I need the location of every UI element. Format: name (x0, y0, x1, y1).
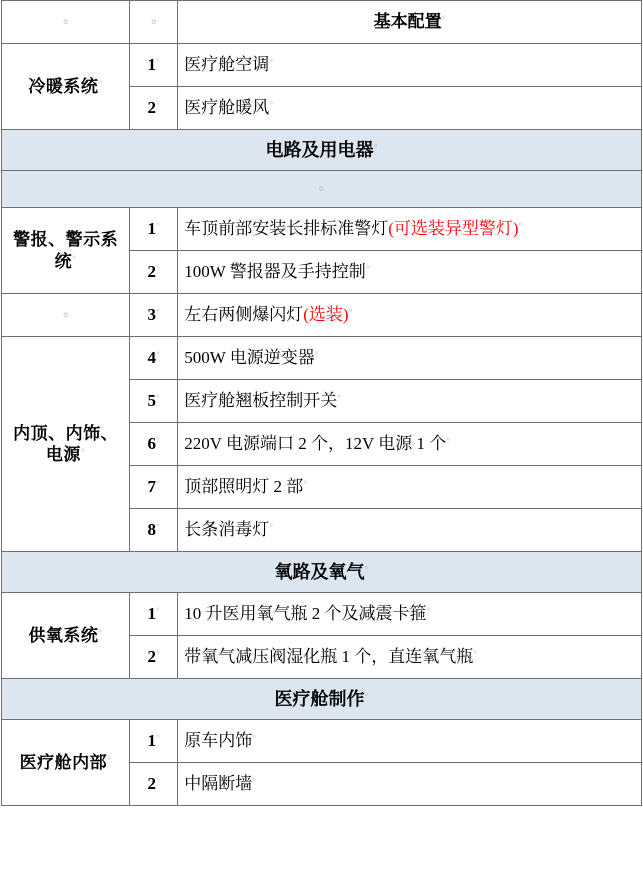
cell-number: 2◦ (130, 763, 178, 806)
mark-glyph: ◦ (303, 476, 308, 489)
section-header-row (2, 130, 642, 171)
cell-number: 3◦ (130, 294, 178, 337)
mark-glyph: ◦ (156, 218, 160, 231)
mark-glyph: ◦ (156, 54, 160, 67)
cell-number: 8◦ (130, 509, 178, 552)
section-label: 电路及用电器◦ (2, 130, 642, 171)
mark-glyph: ◦ (156, 304, 160, 317)
mark-glyph: ◦ (337, 390, 342, 403)
section-header-row (2, 679, 642, 720)
mark-glyph: ◦ (252, 773, 257, 786)
cell-category: 医疗舱内部◦ (2, 720, 130, 806)
mark-glyph: ◦ (156, 773, 160, 786)
mark-glyph: ◦ (156, 390, 160, 403)
mark-glyph: ◦ (314, 347, 319, 360)
cell-description: 原车内饰◦ (178, 720, 642, 763)
cell-description: 医疗舱空调◦ (178, 44, 642, 87)
specification-table (1, 0, 642, 806)
cell-description: 医疗舱暖风◦ (178, 87, 642, 130)
section-label: 医疗舱制作◦ (2, 679, 642, 720)
section-header-row (2, 552, 642, 593)
cell-number: 2◦ (130, 251, 178, 294)
mark-glyph: ◦ (107, 752, 112, 765)
cell-category: 内顶、内饰、电源◦ (2, 337, 130, 552)
mark-glyph: ◦ (98, 76, 103, 89)
cell-description: 顶部照明灯 2 部◦ (178, 466, 642, 509)
mark-glyph: ◦ (98, 625, 103, 638)
blank-band-cell: ◦ (2, 171, 642, 208)
cell-category: 冷暖系统◦ (2, 44, 130, 130)
cell-number: 2◦ (130, 636, 178, 679)
mark-glyph: ◦ (156, 261, 160, 274)
section-blank-row (2, 171, 642, 208)
mark-glyph: ◦ (80, 444, 86, 457)
mark-glyph: ◦ (156, 730, 160, 743)
mark-glyph: ◦ (348, 304, 353, 317)
cell-number: 2◦ (130, 87, 178, 130)
section-label: 氧路及氧气◦ (2, 552, 642, 593)
mark-glyph: ◦ (156, 646, 160, 659)
table-row (2, 44, 642, 87)
mark-glyph: ◦ (518, 218, 523, 231)
cell-description: 带氧气减压阀湿化瓶 1 个，直连氧气瓶◦ (178, 636, 642, 679)
mark-glyph: ◦ (72, 250, 77, 263)
table-row (2, 337, 642, 380)
mark-glyph: ◦ (156, 433, 160, 446)
cell-category: 供氧系统◦ (2, 593, 130, 679)
table-title-cell: 基本配置◦ (178, 1, 642, 44)
cell-description: 500W 电源逆变器◦ (178, 337, 642, 380)
mark-glyph: ◦ (252, 730, 257, 743)
cell-description: 车顶前部安装长排标准警灯(可选装异型警灯)◦ (178, 208, 642, 251)
cell-number: 7◦ (130, 466, 178, 509)
cell-number: 1◦ (130, 208, 178, 251)
table-row (2, 294, 642, 337)
cell-number: ◦ (130, 1, 178, 44)
cell-description: 医疗舱翘板控制开关◦ (178, 380, 642, 423)
cell-number: 6◦ (130, 423, 178, 466)
cell-category: ◦ (2, 1, 130, 44)
mark-glyph: ◦ (364, 561, 369, 574)
mark-glyph: ◦ (269, 54, 274, 67)
mark-glyph: ◦ (269, 97, 274, 110)
mark-glyph: ◦ (365, 261, 370, 274)
mark-glyph: ◦ (446, 433, 451, 446)
mark-glyph: ◦ (441, 11, 446, 24)
mark-glyph: ◦ (156, 519, 160, 532)
cell-description: 长条消毒灯◦ (178, 509, 642, 552)
table-row (2, 1, 642, 44)
table-row (2, 593, 642, 636)
cell-category: 警报、警示系统◦ (2, 208, 130, 294)
mark-glyph: ◦ (156, 347, 160, 360)
table-row (2, 208, 642, 251)
cell-description: 100W 警报器及手持控制◦ (178, 251, 642, 294)
cell-number: 1◦ (130, 593, 178, 636)
mark-glyph: ◦ (156, 476, 160, 489)
table-row (2, 720, 642, 763)
cell-number: 5◦ (130, 380, 178, 423)
mark-glyph: ◦ (373, 139, 378, 152)
mark-glyph: ◦ (473, 646, 478, 659)
optional-note: (选装) (303, 305, 349, 325)
mark-glyph: ◦ (364, 688, 369, 701)
cell-description: 左右两侧爆闪灯(选装)◦ (178, 294, 642, 337)
cell-number: 1◦ (130, 720, 178, 763)
cell-description: 中隔断墙◦ (178, 763, 642, 806)
mark-glyph: ◦ (156, 603, 160, 616)
cell-category: ◦ (2, 294, 130, 337)
mark-glyph: ◦ (269, 519, 274, 532)
optional-note: (可选装异型警灯) (388, 219, 519, 239)
cell-description: 220V 电源端口 2 个，12V 电源 1 个◦ (178, 423, 642, 466)
cell-number: 1◦ (130, 44, 178, 87)
mark-glyph: ◦ (426, 603, 431, 616)
mark-glyph: ◦ (156, 97, 160, 110)
cell-description: 10 升医用氧气瓶 2 个及减震卡箍◦ (178, 593, 642, 636)
cell-number: 4◦ (130, 337, 178, 380)
